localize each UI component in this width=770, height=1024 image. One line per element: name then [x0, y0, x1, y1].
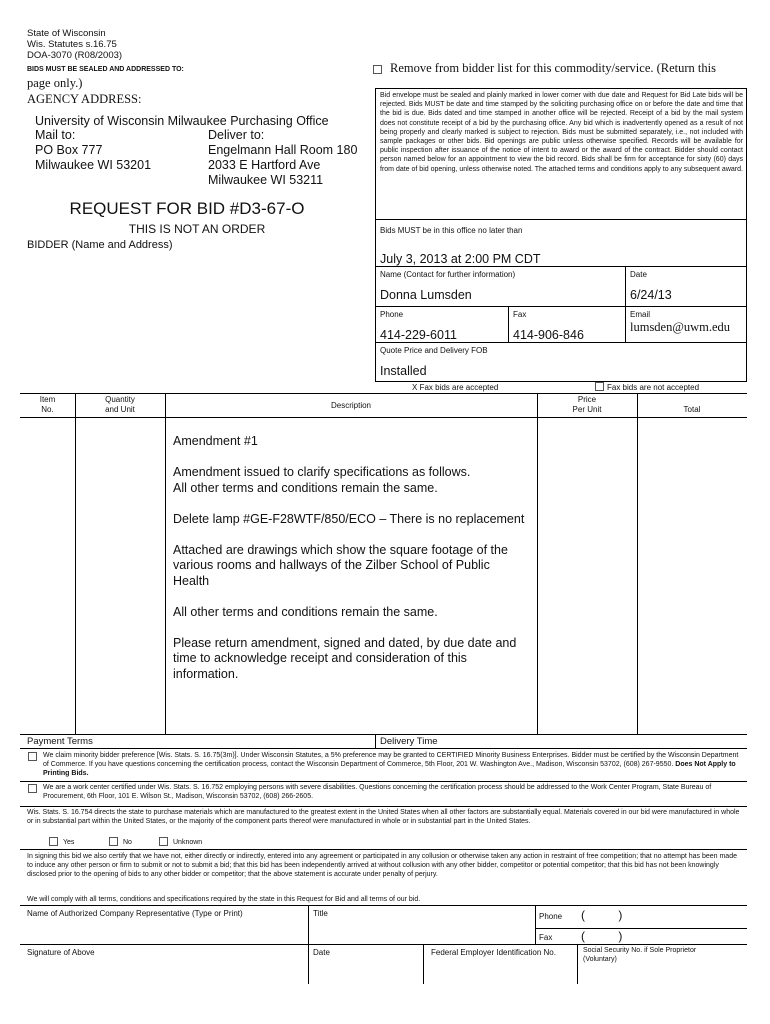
ssn-label: Social Security No. if Sole Proprietor (Voluntary) — [583, 947, 697, 964]
mail-to-label: Mail to: — [35, 128, 76, 142]
contact-name: Donna Lumsden — [380, 288, 472, 302]
remove-bidder-checkbox[interactable] — [373, 65, 382, 74]
manufacture-no-label: No — [123, 839, 132, 846]
col-quantity-header: Quantity and Unit — [105, 395, 135, 414]
email-label: Email — [630, 310, 651, 319]
col-price-header: Price Per Unit — [572, 395, 602, 414]
manufacture-unknown-label: Unknown — [173, 839, 203, 846]
manufacture-yes-label: Yes — [63, 839, 75, 846]
contact-date-label: Date — [630, 270, 647, 279]
deliver-line1: Engelmann Hall Room 180 — [208, 143, 358, 157]
fax-not-accepted-checkbox[interactable] — [595, 382, 604, 391]
work-center-text: We are a work center certified under Wis. Stats. S. 16.752 employing persons with severe disabilities. Questions concerning the certification process should be addressed to the Work Center Program, State Bureau of Procurement, 6th Floor, 101 E. Wilson St., Madison, Wisconsin 53702, (608) 266-2605. — [43, 784, 712, 801]
description-body: Amendment #1 Amendment issued to clarify specifications as follows. All other terms and conditions remain the same. Delete lamp #GE-F28WTF/850/ECO – There is no replacement Attached are drawings which show the square footage of the various rooms and hallways of the Zilber School of Public Health All other terms and conditions remain the same. Please return amendment, signed and dated, by due date and time to acknowledge receipt and consideration of this information. — [173, 434, 525, 681]
comply-text: We will comply with all terms, conditions and specifications required by the state in this Request for Bid and all terms of our bid. — [27, 896, 421, 903]
bid-instructions: Bid envelope must be sealed and plainly marked in lower corner with due date and Request for Bid Late bids will be rejected. Bids MUST be date and time stamped by the soliciting purchasing office on or before the date and time that the bid is due. Bids dated and time stamped in another office will be rejected. Receipt of a bid by the mail system does not constitute receipt of a bid by the purchasing office. Any bid which is inadvertently opened as a result of not being properly and clearly marked is subject to rejection. Bids must be submitted separately, i.e., not included with sample packages or other bids. Bid openings are public unless otherwise specified. Records will be available for public inspection after issuance of the notice of intent to award or the award of the contract. Bidder should contact person named below for an appointment to view the bid record. Bids shall be firm for acceptance for sixty (60) days from date of bid opening, unless otherwise noted. The attached terms and conditions apply to any subsequent award. — [380, 92, 743, 173]
due-label: Bids MUST be in this office no later than — [380, 226, 523, 235]
deliver-city: Milwaukee WI 53211 — [208, 173, 324, 187]
sig-phone-area[interactable]: ( ) — [581, 908, 623, 922]
minority-preference-checkbox[interactable] — [28, 752, 37, 761]
agency-address-label: AGENCY ADDRESS: — [27, 92, 142, 106]
due-value: July 3, 2013 at 2:00 PM CDT — [380, 252, 541, 266]
phone-label: Phone — [380, 310, 404, 319]
bids-sealed-label: BIDS MUST BE SEALED AND ADDRESSED TO: — [27, 66, 184, 73]
remove-bidder-label: Remove from bidder list for this commodity/service. (Return this — [390, 61, 716, 75]
contact-date: 6/24/13 — [630, 288, 672, 302]
statutes: Wis. Statutes s.16.75 — [27, 39, 117, 50]
work-center-checkbox[interactable] — [28, 784, 37, 793]
mail-city: Milwaukee WI 53201 — [35, 158, 152, 172]
signature-label: Signature of Above — [27, 948, 95, 957]
col-total-header: Total — [683, 405, 701, 414]
contact-name-label: Name (Contact for further information) — [380, 270, 516, 279]
fax-accepted-option[interactable]: X Fax bids are accepted — [412, 383, 499, 392]
fax-not-accepted-label: Fax bids are not accepted — [607, 383, 700, 392]
sig-fax-label: Fax — [539, 933, 553, 942]
rfb-title: REQUEST FOR BID #D3-67-O — [69, 199, 305, 218]
phone-value: 414-229-6011 — [380, 328, 457, 342]
manufacture-no-checkbox[interactable] — [109, 837, 118, 846]
col-description-header: Description — [330, 401, 371, 410]
page-only-label: page only.) — [27, 76, 83, 90]
amendment-number: Amendment #1 — [173, 434, 258, 448]
quote-value: Installed — [380, 364, 427, 378]
fax-value: 414-906-846 — [513, 328, 584, 342]
fein-label: Federal Employer Identification No. — [431, 948, 556, 957]
form-number: DOA-3070 (R08/2003) — [27, 50, 123, 61]
title-label: Title — [313, 909, 328, 918]
quote-label: Quote Price and Delivery FOB — [380, 346, 488, 355]
agency-name: University of Wisconsin Milwaukee Purchasing Office — [35, 114, 329, 128]
bidder-label: BIDDER (Name and Address) — [27, 239, 173, 251]
manufacture-unknown-checkbox[interactable] — [159, 837, 168, 846]
email-value: lumsden@uwm.edu — [630, 320, 731, 334]
state-name: State of Wisconsin — [27, 28, 106, 39]
delete-lamp-note: Delete lamp #GE-F28WTF/850/ECO – There is no replacement — [173, 511, 525, 526]
deliver-line2: 2033 E Hartford Ave — [208, 158, 321, 172]
manufacture-yes-checkbox[interactable] — [49, 837, 58, 846]
delivery-time-label: Delivery Time — [380, 736, 438, 747]
not-an-order: THIS IS NOT AN ORDER — [128, 222, 266, 236]
deliver-to-label: Deliver to: — [208, 128, 265, 142]
payment-terms-label: Payment Terms — [27, 736, 93, 747]
rep-name-label: Name of Authorized Company Representative (Type or Print) — [27, 909, 243, 918]
mail-po-box: PO Box 777 — [35, 143, 103, 157]
manufacture-text: Wis. Stats. S. 16.754 directs the state to purchase materials which are manufactured to the greatest extent in the United States when all other factors are substantially equal. Materials covered in our bid were manufactured in whole or in substantial part within the United States, or the majority of the component parts thereof were manufactured in whole or in substantial part in the United States. — [27, 809, 740, 826]
fax-label: Fax — [513, 310, 527, 319]
sig-phone-label: Phone — [539, 912, 563, 921]
col-item-header: Item No. — [39, 395, 56, 414]
certification-text: In signing this bid we also certify that we have not, either directly or indirectly, entered into any agreement or participated in any collusion or otherwise taken any action in restraint of free competition; that no attempt has been made to induce any other person or firm to submit or not to submit a bid; that this bid has been independently arrived at without collusion with any other bidder, competitor or potential competitor; that this bid has not been knowingly disclosed prior to the opening of bids to any other bidder or competitor; that the above statement is accurate under penalty of perjury. — [27, 853, 737, 879]
minority-preference-text: We claim minority bidder preference [Wis. Stats. S. 16.75(3m)]. Under Wisconsin Statutes, a 5% preference may be granted to CERTIFIED Minority Business Enterprises. Bidder must be certified by the Wisconsin Department of Commerce. If you have questions concerning the certification process, contact the Wisconsin Department of Commerce, 5th Floor, 201 W. Washington Ave., Madison, Wisconsin 53702, (608) 267-9550. Does Not Apply to Printing Bids. — [43, 752, 739, 778]
sig-date-label: Date — [313, 948, 330, 957]
sig-fax-area[interactable]: ( ) — [581, 929, 623, 943]
